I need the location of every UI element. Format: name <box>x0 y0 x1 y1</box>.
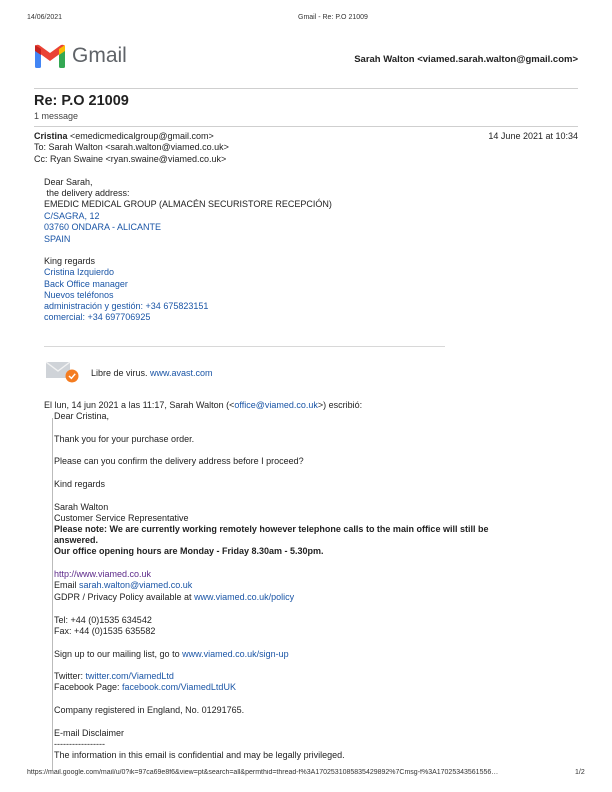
quote-twitter-label: Twitter: <box>54 671 86 681</box>
divider-message <box>34 126 578 127</box>
sender-name: Cristina <box>34 131 68 141</box>
quote-hours: Our office opening hours are Monday - Friday 8.30am - 5.30pm. <box>54 546 324 556</box>
sig-role: Back Office manager <box>44 279 128 289</box>
quote-signup-line <box>54 649 289 660</box>
quote-intro <box>44 400 362 411</box>
body-greeting: Dear Sarah, <box>44 177 93 187</box>
print-page-number: 1/2 <box>575 769 585 776</box>
sig-name: Cristina Izquierdo <box>44 267 115 277</box>
body-line1: the delivery address: <box>44 188 130 198</box>
divider-top <box>34 88 578 89</box>
print-title: Gmail - Re: P.O 21009 <box>298 14 368 21</box>
gmail-logo-icon <box>34 43 66 69</box>
body-regards: King regards <box>44 256 96 266</box>
quote-bar <box>52 418 53 770</box>
to-line: To: Sarah Walton <sarah.walton@viamed.co.uk> <box>34 142 229 152</box>
quote-gdpr-line <box>54 592 294 603</box>
address-line-3[interactable]: SPAIN <box>44 234 71 244</box>
quote-website-link[interactable]: http://www.viamed.co.uk <box>54 569 152 579</box>
body-company: EMEDIC MEDICAL GROUP (ALMACÉN SECURISTORE RECEPCIÓN) <box>44 199 332 209</box>
sig-phone-admin[interactable]: administración y gestión: +34 675823151 <box>44 301 209 311</box>
quote-gdpr-label: GDPR / Privacy Policy available at <box>54 592 195 602</box>
avast-mail-icon[interactable] <box>46 360 80 384</box>
print-date: 14/06/2021 <box>27 14 63 21</box>
quote-tel: Tel: +44 (0)1535 634542 <box>54 615 152 625</box>
avast-divider <box>44 346 445 347</box>
subject-title: Re: P.O 21009 <box>34 93 129 109</box>
quote-intro-link[interactable]: office@viamed.co.uk <box>234 400 318 410</box>
quote-email-label: Email <box>54 580 80 590</box>
quote-disclaimer-text: The information in this email is confidential and may be legally privileged. <box>54 750 345 760</box>
quote-intro-post: >) escribió: <box>317 400 363 410</box>
avast-text: Libre de virus. <box>91 368 151 378</box>
quote-facebook-line <box>54 682 236 693</box>
gmail-wordmark: Gmail <box>72 44 127 67</box>
avast-line <box>91 368 213 379</box>
quote-twitter-link[interactable]: twitter.com/ViamedLtd <box>85 671 174 681</box>
quote-p2: Please can you confirm the delivery address before I proceed? <box>54 456 304 466</box>
quote-disclaimer-title: E-mail Disclaimer <box>54 728 125 738</box>
message-count: 1 message <box>34 111 79 121</box>
quote-fax: Fax: +44 (0)1535 635582 <box>54 626 156 636</box>
account-label: Sarah Walton <viamed.sarah.walton@gmail.com> <box>354 54 578 65</box>
quote-note-2: answered. <box>54 535 99 545</box>
quote-note-1: Please note: We are currently working remotely however telephone calls to the main office will still be <box>54 524 489 534</box>
quote-p3: Kind regards <box>54 479 106 489</box>
quote-p1: Thank you for your purchase order. <box>54 434 195 444</box>
quote-twitter-line <box>54 671 174 682</box>
quote-signup-link[interactable]: www.viamed.co.uk/sign-up <box>182 649 289 659</box>
quote-gdpr-link[interactable]: www.viamed.co.uk/policy <box>194 592 295 602</box>
address-line-2[interactable]: 03760 ONDARA - ALICANTE <box>44 222 162 232</box>
sender <box>34 131 214 142</box>
cc-line: Cc: Ryan Swaine <ryan.swaine@viamed.co.uk> <box>34 154 227 164</box>
message-date: 14 June 2021 at 10:34 <box>488 131 578 141</box>
sender-email: <emedicmedicalgroup@gmail.com> <box>70 131 214 141</box>
sig-phone-sales[interactable]: comercial: +34 697706925 <box>44 312 151 322</box>
quote-disclaimer-rule: ----------------- <box>54 739 105 749</box>
quote-facebook-link[interactable]: facebook.com/ViamedLtdUK <box>122 682 236 692</box>
address-line-1[interactable]: C/SAGRA, 12 <box>44 211 100 221</box>
quote-greeting: Dear Cristina, <box>54 411 110 421</box>
print-footer-url: https://mail.google.com/mail/u/0?ik=97ca69e8f6&view=pt&search=all&permthid=thread-f%3A1702531085835429892%7Cmsg-f%3A17025343561556… <box>27 769 499 776</box>
quote-facebook-label: Facebook Page: <box>54 682 123 692</box>
quote-company-reg: Company registered in England, No. 01291765. <box>54 705 245 715</box>
avast-link[interactable]: www.avast.com <box>150 368 213 378</box>
quote-signup-label: Sign up to our mailing list, go to <box>54 649 183 659</box>
sig-phones-title: Nuevos teléfonos <box>44 290 114 300</box>
quote-email-line <box>54 580 192 591</box>
quote-email-link[interactable]: sarah.walton@viamed.co.uk <box>79 580 193 590</box>
quote-role: Customer Service Representative <box>54 513 189 523</box>
quote-name: Sarah Walton <box>54 502 109 512</box>
quote-intro-pre: El lun, 14 jun 2021 a las 11:17, Sarah Walton (< <box>44 400 235 410</box>
